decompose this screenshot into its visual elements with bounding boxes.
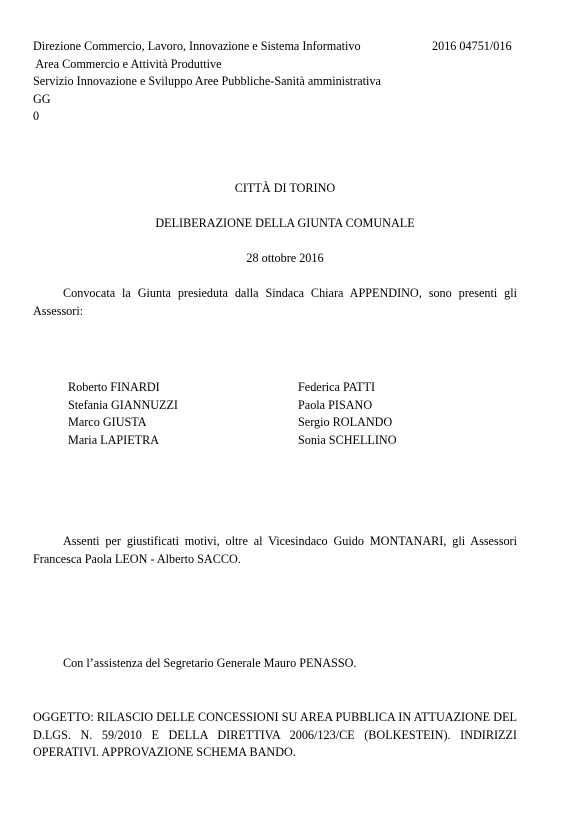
assessor-name: Paola PISANO [298,397,373,412]
assessor-name: Federica PATTI [298,380,376,394]
assessor-name: Sonia SCHELLINO [298,432,397,447]
assessors-right-column [298,379,397,449]
assessor-name: Marco GIUSTA [68,415,147,430]
header-direction: Direzione Commercio, Lavoro, Innovazione e Sistema Informativo [33,39,361,53]
assessor-name: Stefania GIANNUZZI [68,397,178,412]
header-area: Area Commercio e Attività Produttive [33,56,222,71]
convocation-paragraph: Convocata la Giunta presieduta dalla Sindaca Chiara APPENDINO, sono presenti gli Assessori: [33,286,517,318]
header-block [33,38,381,126]
header-service: Servizio Innovazione e Sviluppo Aree Pubbliche-Sanità amministrativa [33,74,381,89]
assessor-name: Roberto FINARDI [68,380,160,394]
assessor-name: Maria LAPIETRA [68,432,160,447]
assistance-paragraph: Con l’assistenza del Segretario Generale Mauro PENASSO. [63,656,357,670]
deliberation-date: 28 ottobre 2016 [246,251,324,265]
protocol-number: 2016 04751/016 [432,39,512,53]
absent-paragraph: Assenti per giustificati motivi, oltre al Vicesindaco Guido MONTANARI, gli Assessori Francesca Paola LEON - Alberto SACCO. [33,534,517,566]
city-name: CITTÀ DI TORINO [234,181,336,195]
assessor-name: Sergio ROLANDO [298,415,393,430]
deliberation-title: DELIBERAZIONE DELLA GIUNTA COMUNALE [155,216,415,230]
header-code-zero: 0 [33,109,40,124]
subject-paragraph: OGGETTO: RILASCIO DELLE CONCESSIONI SU AREA PUBBLICA IN ATTUAZIONE DEL D.LGS. N. 59/2010 E DELLA DIRETTIVA 2006/123/CE (BOLKESTEIN). INDIRIZZI OPERATIVI. APPROVAZIONE SCHEMA BANDO. [33,710,517,760]
header-code-gg: GG [33,91,51,106]
assessors-left-column [68,379,178,449]
